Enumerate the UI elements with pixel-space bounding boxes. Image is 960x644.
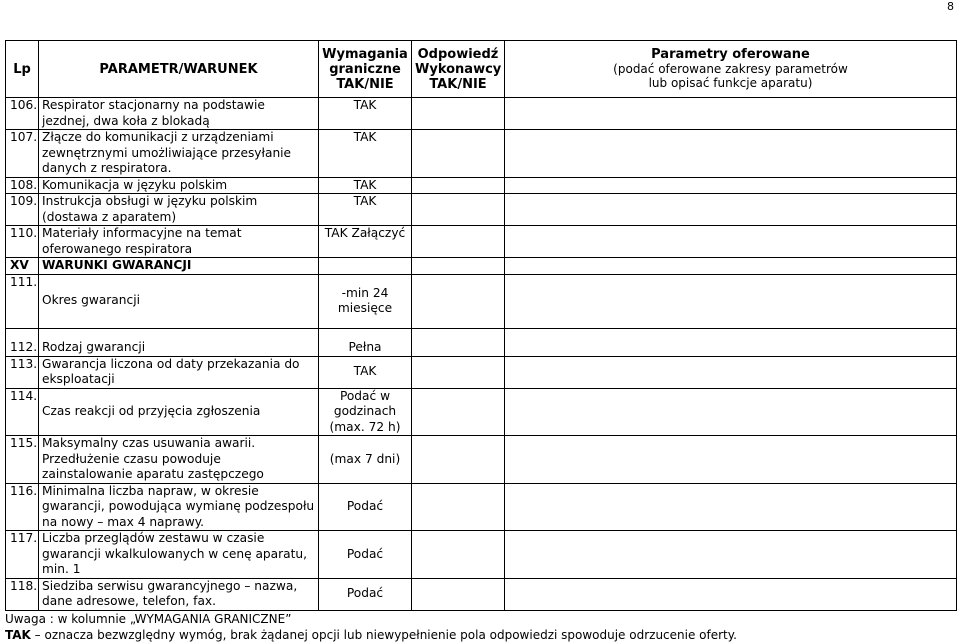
header-params: Parametry oferowane (podać oferowane zakresy parametrów lub opisać funkcje aparatu) (505, 41, 957, 98)
table-row (6, 226, 957, 258)
section-row (6, 258, 957, 275)
row-req: TAK (319, 177, 412, 194)
row-answer[interactable] (412, 177, 505, 194)
row-answer[interactable] (412, 436, 505, 484)
row-params[interactable] (505, 388, 957, 436)
row-desc: Rodzaj gwarancji (39, 328, 319, 356)
table-row (6, 578, 957, 610)
row-params[interactable] (505, 531, 957, 579)
row-answer[interactable] (412, 483, 505, 531)
row-answer[interactable] (412, 194, 505, 226)
footer-note (5, 611, 737, 643)
row-desc: Maksymalny czas usuwania awarii. Przedłużenie czasu powoduje zainstalowanie aparatu zastępczego (39, 436, 319, 484)
table-header-row (6, 41, 957, 98)
footer-line-2 (5, 627, 737, 643)
table-row (6, 531, 957, 579)
table-row (6, 130, 957, 178)
table-row (6, 274, 957, 328)
table-row (6, 177, 957, 194)
row-params[interactable] (505, 436, 957, 484)
row-desc: Komunikacja w języku polskim (39, 177, 319, 194)
row-answer[interactable] (412, 274, 505, 328)
row-lp: 112. (6, 328, 39, 356)
footer-tak: TAK (5, 628, 31, 642)
footer-explanation: – oznacza bezwzględny wymóg, brak żądanej opcji lub niewypełnienie pola odpowiedzi spowoduje odrzucenie oferty. (30, 628, 737, 642)
row-params[interactable] (505, 130, 957, 178)
row-params[interactable] (505, 98, 957, 130)
row-req: TAK Załączyć (319, 226, 412, 258)
table-row (6, 388, 957, 436)
row-lp: 114. (6, 388, 39, 436)
table-row (6, 356, 957, 388)
row-params[interactable] (505, 578, 957, 610)
row-desc: Minimalna liczba napraw, w okresie gwarancji, powodująca wymianę podzespołu na nowy – max 4 naprawy. (39, 483, 319, 531)
row-lp: 115. (6, 436, 39, 484)
row-answer[interactable] (412, 388, 505, 436)
row-answer[interactable] (412, 356, 505, 388)
row-params (505, 258, 957, 275)
requirements-table (5, 40, 957, 611)
row-desc: Okres gwarancji (39, 274, 319, 328)
row-desc: Siedziba serwisu gwarancyjnego – nazwa, dane adresowe, telefon, fax. (39, 578, 319, 610)
row-params[interactable] (505, 328, 957, 356)
row-desc: Respirator stacjonarny na podstawie jezdnej, dwa koła z blokadą (39, 98, 319, 130)
footer-line-1: Uwaga : w kolumnie „WYMAGANIA GRANICZNE” (5, 612, 292, 626)
header-required: Wymagania graniczne TAK/NIE (319, 41, 412, 98)
row-params[interactable] (505, 483, 957, 531)
row-answer[interactable] (412, 328, 505, 356)
row-req: (max 7 dni) (319, 436, 412, 484)
row-params[interactable] (505, 274, 957, 328)
page-number: 8 (947, 0, 954, 13)
row-params[interactable] (505, 226, 957, 258)
row-req (319, 258, 412, 275)
row-answer (412, 258, 505, 275)
row-params[interactable] (505, 194, 957, 226)
row-lp: 108. (6, 177, 39, 194)
row-desc: Materiały informacyjne na temat oferowanego respiratora (39, 226, 319, 258)
row-lp: 111. (6, 274, 39, 328)
row-desc: Instrukcja obsługi w języku polskim (dostawa z aparatem) (39, 194, 319, 226)
header-param: PARAMETR/WARUNEK (39, 41, 319, 98)
row-req: -min 24 miesięce (319, 274, 412, 328)
row-req: TAK (319, 194, 412, 226)
row-desc: Gwarancja liczona od daty przekazania do eksploatacji (39, 356, 319, 388)
row-answer[interactable] (412, 98, 505, 130)
table-row (6, 328, 957, 356)
row-lp: 116. (6, 483, 39, 531)
table-row (6, 436, 957, 484)
row-req: TAK (319, 98, 412, 130)
row-answer[interactable] (412, 531, 505, 579)
section-title: WARUNKI GWARANCJI (39, 258, 319, 275)
header-answer: Odpowiedź Wykonawcy TAK/NIE (412, 41, 505, 98)
row-lp: 109. (6, 194, 39, 226)
row-req: Podać (319, 531, 412, 579)
row-req: Podać (319, 578, 412, 610)
row-lp: 106. (6, 98, 39, 130)
row-params[interactable] (505, 356, 957, 388)
row-lp: 107. (6, 130, 39, 178)
row-req: Podać w godzinach (max. 72 h) (319, 388, 412, 436)
row-answer[interactable] (412, 578, 505, 610)
header-lp: Lp (6, 41, 39, 98)
row-desc: Czas reakcji od przyjęcia zgłoszenia (39, 388, 319, 436)
row-desc: Liczba przeglądów zestawu w czasie gwarancji wkalkulowanych w cenę aparatu, min. 1 (39, 531, 319, 579)
table-row (6, 98, 957, 130)
row-desc: Złącze do komunikacji z urządzeniami zewnętrznymi umożliwiające przesyłanie danych z respiratora. (39, 130, 319, 178)
section-lp: XV (6, 258, 39, 275)
row-answer[interactable] (412, 226, 505, 258)
row-req: Pełna (319, 328, 412, 356)
row-req: TAK (319, 356, 412, 388)
row-lp: 118. (6, 578, 39, 610)
table-row (6, 194, 957, 226)
row-params[interactable] (505, 177, 957, 194)
row-req: Podać (319, 483, 412, 531)
row-lp: 110. (6, 226, 39, 258)
row-lp: 113. (6, 356, 39, 388)
table-row (6, 483, 957, 531)
row-answer[interactable] (412, 130, 505, 178)
row-req: TAK (319, 130, 412, 178)
row-lp: 117. (6, 531, 39, 579)
